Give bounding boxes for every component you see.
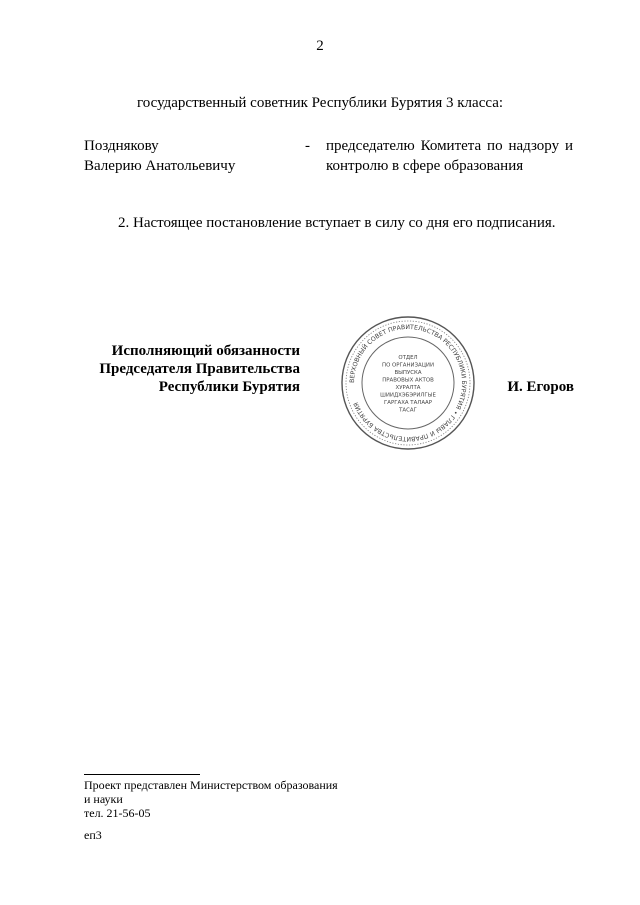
rank-line: государственный советник Республики Бурятия 3 класса: [136,95,504,111]
seal-center-line: ШИИДХЭБЭРИЛГЫЕ [380,392,436,399]
appointee-dash: - [305,138,310,154]
seal-center-line: ТАСАГ [399,407,417,414]
seal-center-line: ГАРГАХА ТАЛААР [384,400,432,406]
signatory-name: И. Егоров [507,379,574,395]
footer-code: еп3 [84,828,102,842]
appointee-given-names: Валерию Анатольевичу [84,158,236,174]
seal-center-line: ХУРАЛТА [395,385,421,391]
clause-2: 2. Настоящее постановление вступает в силу со дня его подписания. [118,215,556,231]
official-seal [340,315,476,451]
signatory-title-line1: Исполняющий обязанности [111,343,300,359]
seal-center-line: ОТДЕЛ [398,355,418,361]
appointee-position-line2: контролю в сфере образования [326,158,524,174]
footer-submitter-line2: и науки [84,792,123,806]
footer-submitter-line1: Проект представлен Министерством образования [84,778,338,792]
page-number: 2 [316,38,324,54]
signatory-title-line3: Республики Бурятия [158,379,300,395]
seal-center-line: ПО ОРГАНИЗАЦИИ [382,362,434,369]
signatory-title-line2: Председателя Правительства [99,361,300,377]
seal-outer-text: ВЕРХОВНЫЙ СОВЕТ ПРАВИТЕЛЬСТВА РЕСПУБЛИКИ БУРЯТИЯ • ГЛАВЫ И ПРАВИТЕЛЬСТВА БУРЯТИЯ [348,323,468,443]
appointee-position-line1: председателю Комитета по надзору и [326,138,573,154]
seal-center-line: ПРАВОВЫХ АКТОВ [382,377,434,384]
seal-center-line: ВЫПУСКА [394,370,422,376]
footer-phone: тел. 21-56-05 [84,806,151,820]
appointee-surname: Позднякову [84,138,159,154]
footer-rule [84,774,200,775]
